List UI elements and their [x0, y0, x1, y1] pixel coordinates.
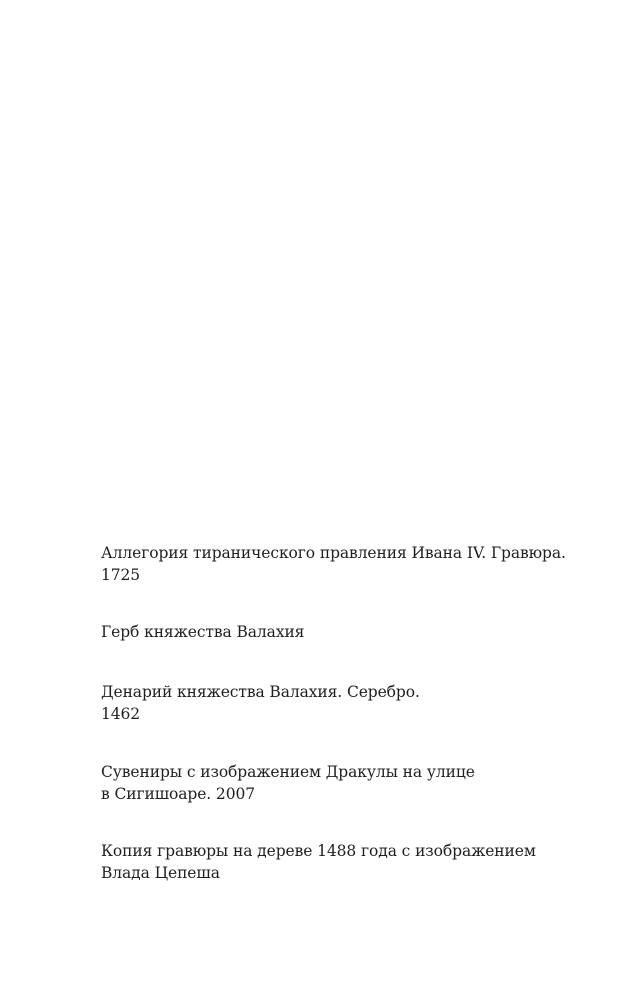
caption-line: в Сигишоаре. 2007 [101, 785, 255, 803]
caption-line: 1725 [101, 566, 141, 584]
caption-vlad-tepes-engraving [101, 840, 581, 884]
caption-line: 1462 [101, 705, 141, 723]
caption-line: Влада Цепеша [101, 864, 220, 882]
caption-line: Копия гравюры на дереве 1488 года с изображением [101, 842, 536, 860]
caption-dracula-souvenirs [101, 761, 581, 805]
caption-wallachia-denarius [101, 681, 581, 725]
caption-line: Герб княжества Валахия [101, 623, 305, 641]
caption-line: Сувениры с изображением Дракулы на улице [101, 763, 475, 781]
caption-ivan-iv-allegory [101, 542, 581, 586]
caption-line: Аллегория тиранического правления Ивана IV. Гравюра. [101, 544, 566, 562]
caption-wallachia-coat-of-arms [101, 621, 581, 643]
caption-line: Денарий княжества Валахия. Серебро. [101, 683, 420, 701]
